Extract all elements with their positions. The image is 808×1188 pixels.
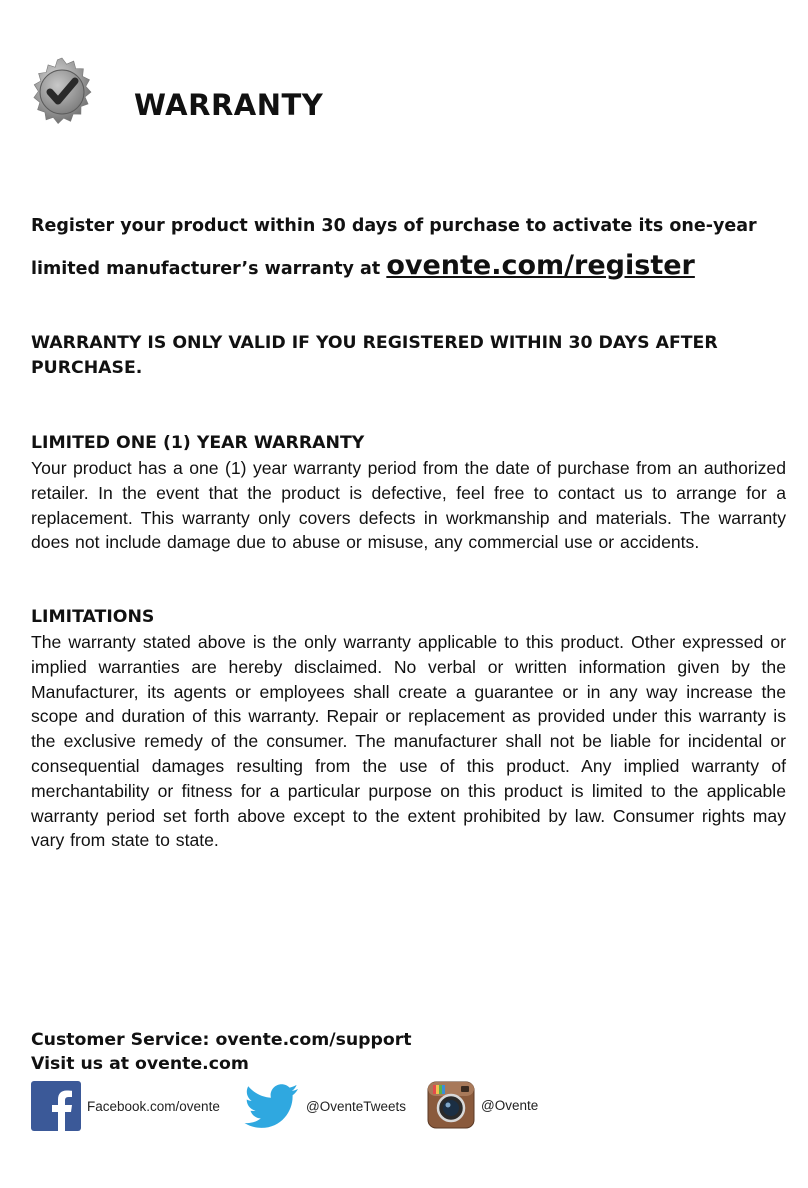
validity-notice: WARRANTY IS ONLY VALID IF YOU REGISTERED WITHIN 30 DAYS AFTER PURCHASE.: [31, 333, 718, 378]
limited-warranty-section: [31, 431, 786, 555]
limited-warranty-heading: LIMITED ONE (1) YEAR WARRANTY: [31, 433, 365, 453]
instagram-icon: [427, 1081, 475, 1129]
checkmark-seal-icon: [22, 56, 102, 136]
register-link[interactable]: ovente.com/register: [386, 250, 695, 281]
social-twitter[interactable]: [244, 1081, 406, 1131]
customer-service-link[interactable]: Customer Service: ovente.com/support: [31, 1030, 412, 1050]
facebook-label: Facebook.com/ovente: [87, 1098, 220, 1114]
website-link[interactable]: Visit us at ovente.com: [31, 1054, 249, 1074]
facebook-icon: [31, 1081, 81, 1131]
limited-warranty-body: Your product has a one (1) year warranty period from the date of purchase from an authorized retailer. In the event that the product is defective, feel free to contact us to arrange for a replacement. This warranty only covers defects in workmanship and materials. The warranty does not include damage due to abuse or misuse, any commercial use or accidents.: [31, 458, 786, 553]
page-title: WARRANTY: [134, 88, 324, 122]
limitations-body: The warranty stated above is the only warranty applicable to this product. Other expressed or implied warranties are hereby disclaimed. No verbal or written information given by the Manufacturer, its agents or employees shall create a guarantee or in any way increase the scope and duration of this warranty. Repair or replacement as provided under this warranty is the exclusive remedy of the consumer. The manufacturer shall not be liable for incidental or consequential damages resulting from the use of this product. Any implied warranty of merchantability or fitness for a particular purpose on this product is limited to the applicable warranty period set forth above except to the extent prohibited by law. Consumer rights may vary from state to state.: [31, 632, 786, 851]
social-instagram[interactable]: [427, 1081, 538, 1129]
limitations-heading: LIMITATIONS: [31, 607, 155, 627]
twitter-label: @OventeTweets: [306, 1098, 406, 1114]
registration-statement: [31, 206, 786, 289]
registration-line-1: Register your product within 30 days of purchase to activate its one-year: [31, 216, 757, 236]
instagram-label: @Ovente: [481, 1097, 539, 1113]
limitations-section: [31, 605, 786, 853]
registration-line-2: limited manufacturer’s warranty at: [31, 259, 381, 279]
twitter-icon: [244, 1081, 300, 1131]
contact-info: [31, 1028, 412, 1076]
social-facebook[interactable]: [31, 1081, 220, 1131]
